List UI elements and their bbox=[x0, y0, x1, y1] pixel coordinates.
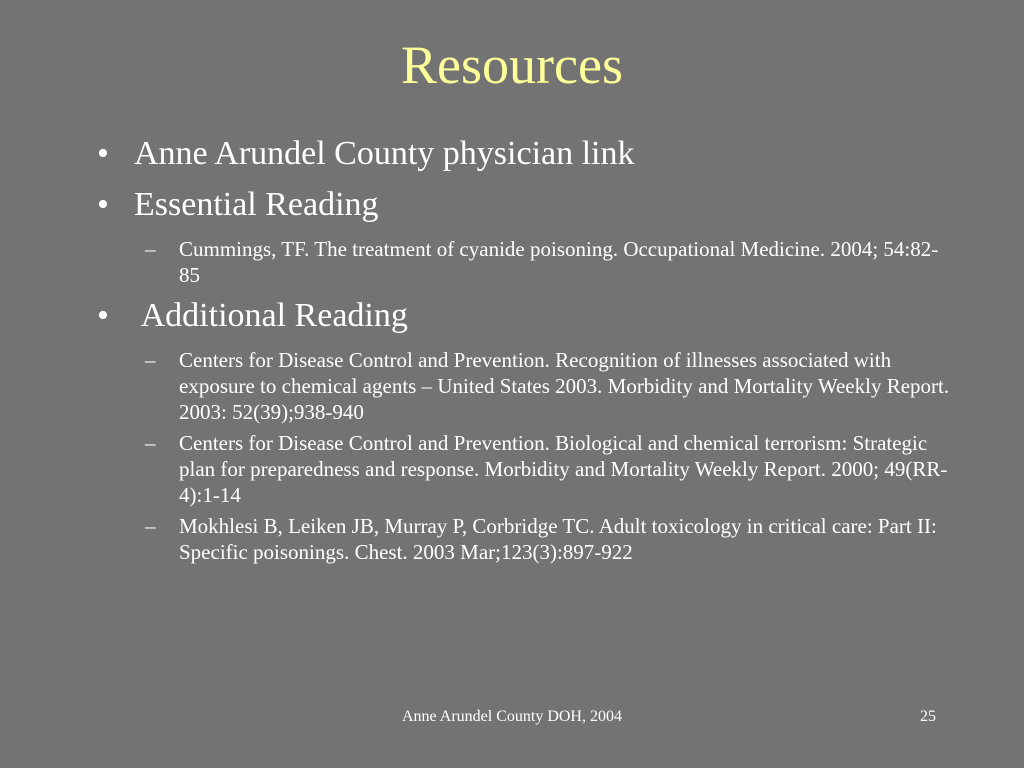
sub-bullet-marker: – bbox=[145, 237, 156, 261]
bullet-text: Anne Arundel County physician link bbox=[134, 135, 635, 172]
reference-text: Centers for Disease Control and Prevention. Recognition of illnesses associated with exposure to chemical agents – United States 2003. Morbidity and Mortality Weekly Report. 2003: 52(39);938-940 bbox=[179, 348, 950, 424]
sub-bullet-marker: – bbox=[145, 348, 156, 372]
reference-item bbox=[95, 430, 955, 508]
slide-footer: Anne Arundel County DOH, 2004 bbox=[402, 708, 622, 725]
bullet-marker: • bbox=[97, 135, 109, 172]
slide-title: Resources bbox=[401, 35, 623, 95]
sub-bullet-marker: – bbox=[145, 514, 156, 538]
bullet-marker: • bbox=[97, 186, 109, 223]
reference-item bbox=[95, 347, 955, 425]
reference-text: Cummings, TF. The treatment of cyanide poisoning. Occupational Medicine. 2004; 54:82-85 bbox=[179, 237, 939, 287]
bullet-item-physician-link[interactable] bbox=[95, 134, 955, 174]
page-number: 25 bbox=[920, 708, 936, 725]
bullet-text: Additional Reading bbox=[134, 297, 408, 334]
reference-item bbox=[95, 236, 955, 288]
reference-text: Mokhlesi B, Leiken JB, Murray P, Corbridge TC. Adult toxicology in critical care: Part II: Specific poisonings. Chest. 2003 Mar;123(3):897-922 bbox=[179, 514, 937, 564]
bullet-marker: • bbox=[97, 297, 109, 334]
bullet-list bbox=[95, 134, 955, 570]
sub-bullet-marker: – bbox=[145, 431, 156, 455]
reference-text: Centers for Disease Control and Prevention. Biological and chemical terrorism: Strategic plan for preparedness and response. Morbidity and Mortality Weekly Report. 2000; 49(RR-4):1-14 bbox=[179, 431, 948, 507]
reference-item bbox=[95, 513, 955, 565]
bullet-item-additional-reading bbox=[95, 296, 955, 336]
bullet-item-essential-reading bbox=[95, 185, 955, 225]
bullet-text: Essential Reading bbox=[134, 186, 379, 223]
